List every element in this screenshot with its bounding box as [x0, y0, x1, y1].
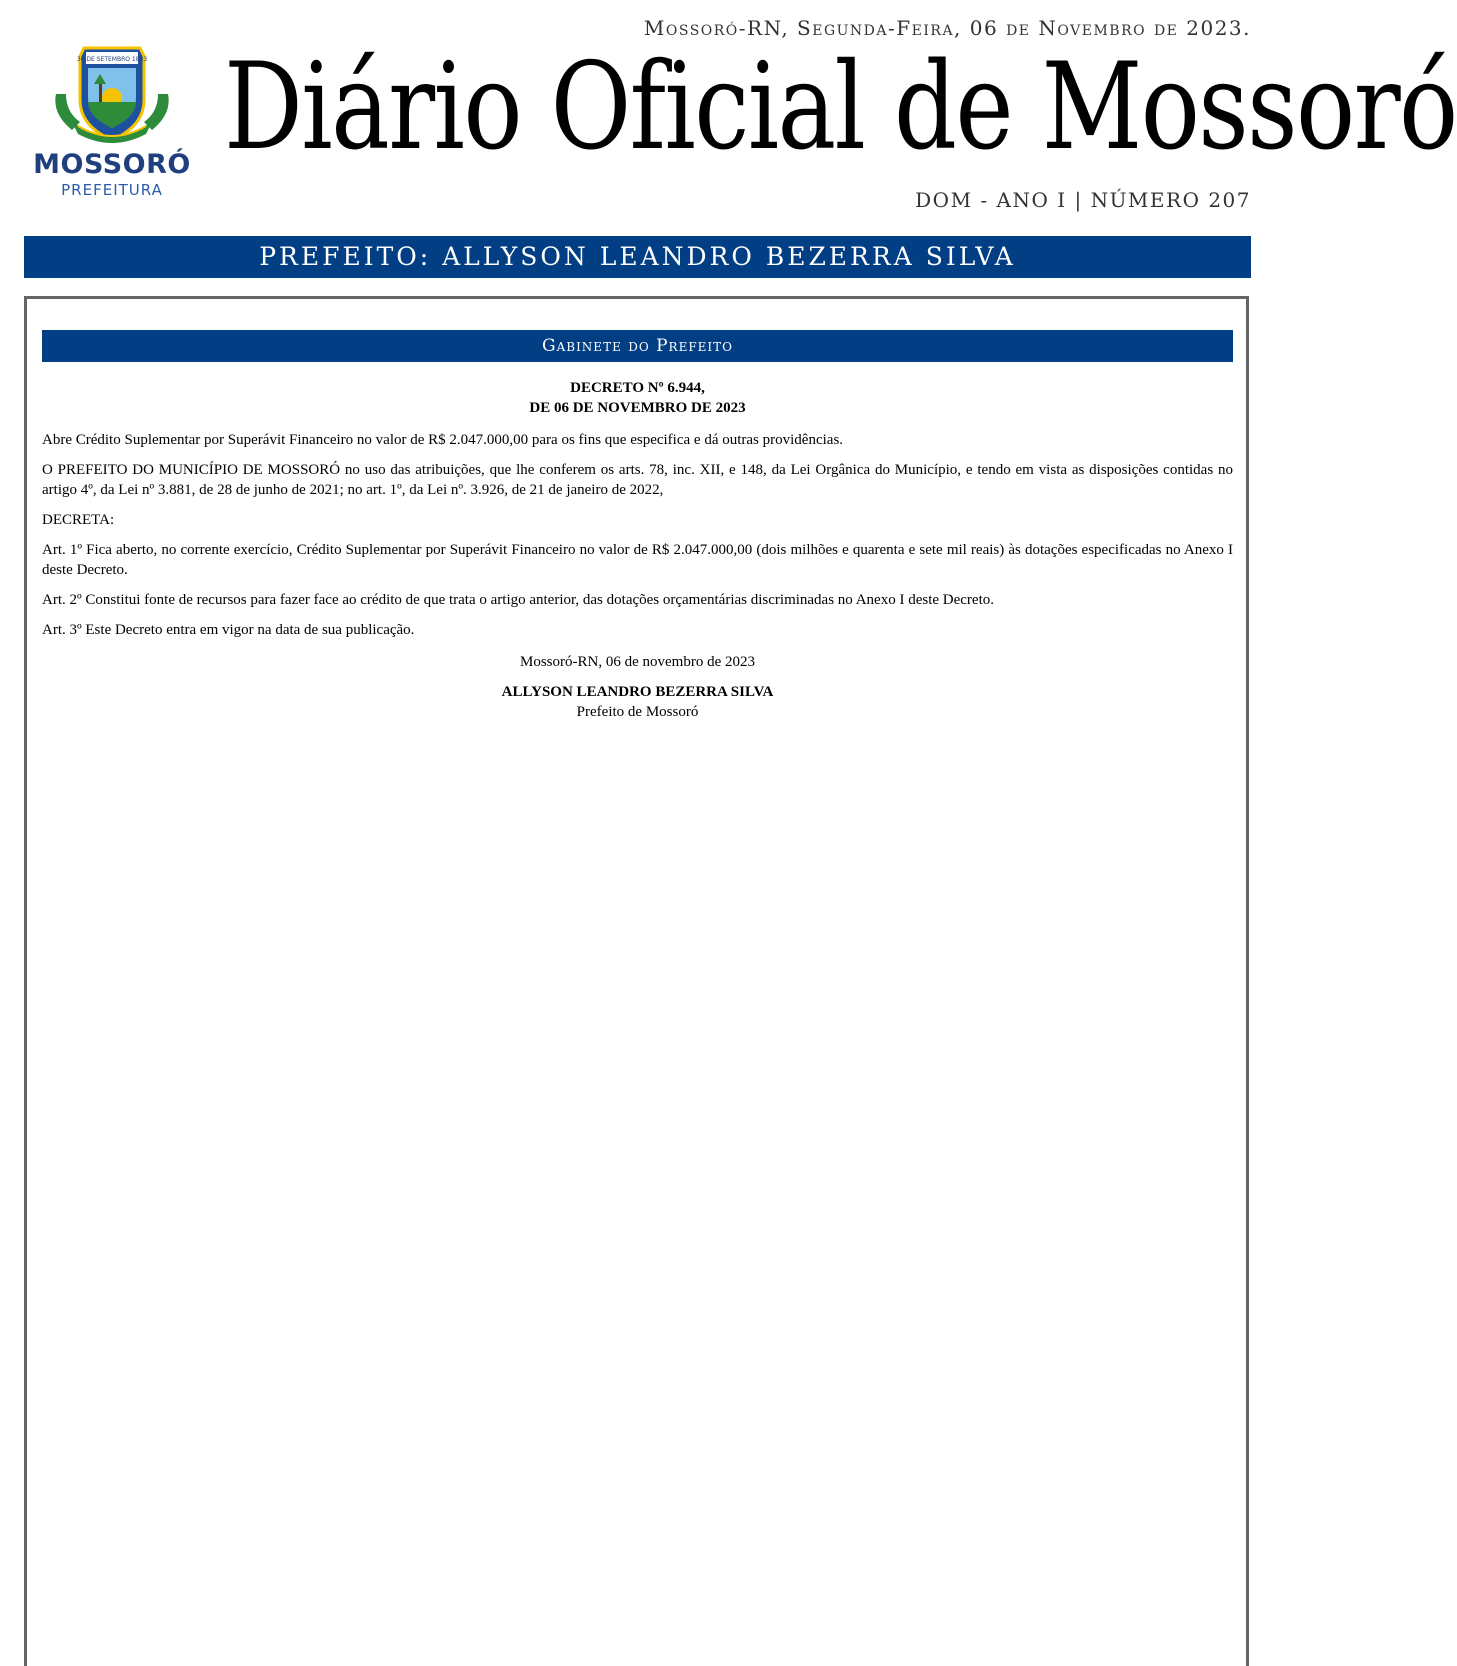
edition-number: DOM - ANO I | NÚMERO 207 — [915, 188, 1251, 212]
seal-top-text: 30 DE SETEMBRO 1883 — [76, 56, 148, 63]
dateline: Mossoró-RN, Segunda-Feira, 06 de Novembro de 2023. — [643, 16, 1251, 40]
signatory-name: ALLYSON LEANDRO BEZERRA SILVA — [501, 684, 774, 700]
signature-place-date: Mossoró-RN, 06 de novembro de 2023 — [520, 654, 755, 670]
decree-decreta: DECRETA: — [42, 512, 115, 528]
decree-title-line1: DECRETO Nº 6.944, — [570, 380, 705, 396]
decree-preamble: O PREFEITO DO MUNICÍPIO DE MOSSORÓ no uso das atribuições, que lhe conferem os arts. 78, inc. XII, e 148, da Lei Orgânica do Município, e tendo em vista as disposições contidas no artigo 4º, da Lei nº 3.881, de 28 de junho de 2021; no art. 1º, da Lei nº. 3.926, de 21 de janeiro de 2022, — [42, 462, 1233, 498]
decree-article-1: Art. 1º Fica aberto, no corrente exercício, Crédito Suplementar por Superávit Financeiro no valor de R$ 2.047.000,00 (dois milhões e quarenta e sete mil reais) às dotações especificadas no Anexo I deste Decreto. — [42, 542, 1233, 578]
decree-body — [42, 378, 1233, 722]
decree-article-2: Art. 2º Constitui fonte de recursos para fazer face ao crédito de que trata o artigo anterior, das dotações orçamentárias discriminadas no Anexo I deste Decreto. — [42, 592, 995, 608]
masthead-title: Diário Oficial de Mossoró — [224, 38, 1457, 177]
mayor-banner: PREFEITO: ALLYSON LEANDRO BEZERRA SILVA — [24, 236, 1251, 278]
decree-title-line2: DE 06 DE NOVEMBRO DE 2023 — [529, 400, 746, 416]
coat-of-arms-icon — [50, 44, 174, 148]
decree-summary: Abre Crédito Suplementar por Superávit Financeiro no valor de R$ 2.047.000,00 para os fins que especifica e dá outras providências. — [42, 432, 844, 448]
prefeitura-logo — [22, 44, 202, 204]
signatory-role: Prefeito de Mossoró — [576, 704, 699, 720]
logo-subtitle: PREFEITURA — [61, 181, 163, 199]
decree-article-3: Art. 3º Este Decreto entra em vigor na data de sua publicação. — [42, 622, 415, 638]
logo-name: MOSSORÓ — [33, 149, 191, 180]
section-title: Gabinete do Prefeito — [42, 330, 1233, 362]
